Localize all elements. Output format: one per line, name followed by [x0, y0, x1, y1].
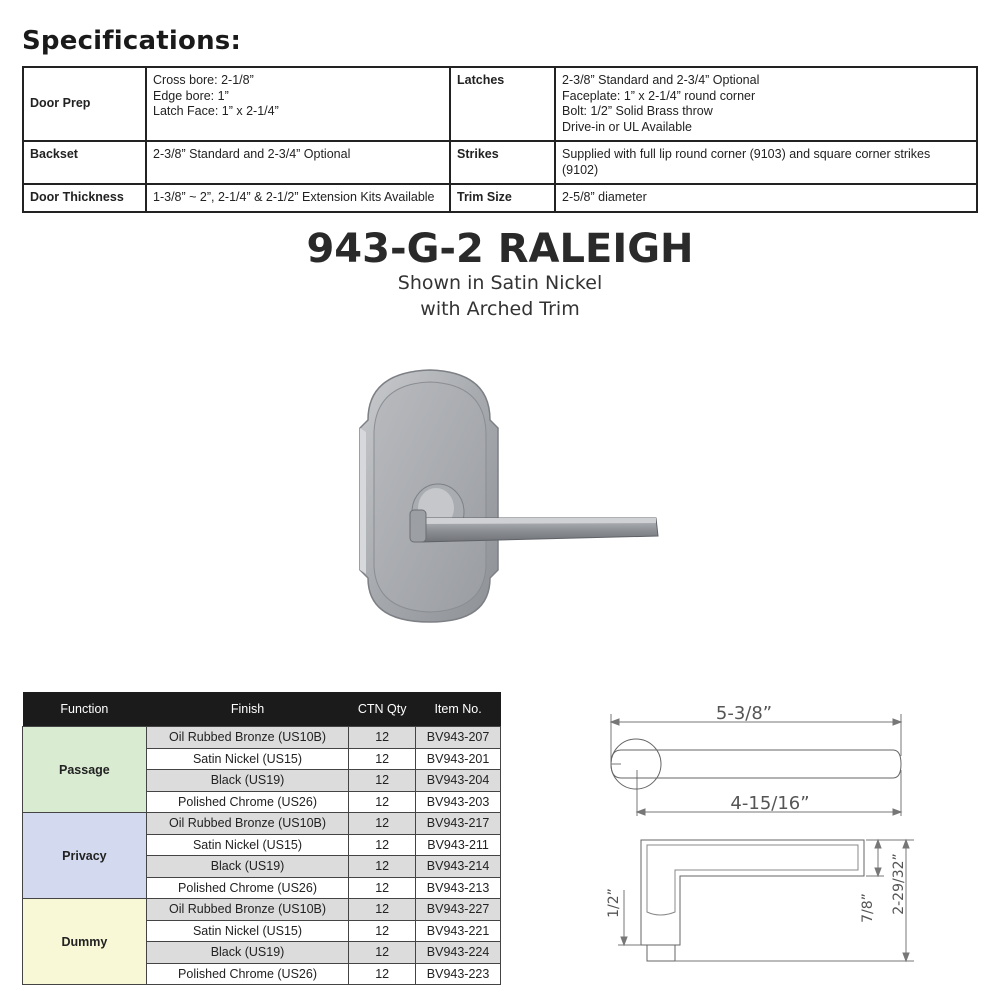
finish-cell: Oil Rubbed Bronze (US10B) — [146, 813, 349, 835]
item-cell: BV943-213 — [416, 877, 501, 899]
qty-cell: 12 — [349, 920, 416, 942]
qty-cell: 12 — [349, 770, 416, 792]
item-cell: BV943-203 — [416, 791, 501, 813]
specifications-heading: Specifications: — [22, 26, 242, 56]
qty-cell: 12 — [349, 877, 416, 899]
door-prep-value: Cross bore: 2-1/8” Edge bore: 1” Latch Face: 1” x 2-1/4” — [146, 67, 450, 141]
item-no-header: Item No. — [416, 692, 501, 727]
backset-value: 2-3/8” Standard and 2-3/4” Optional — [146, 141, 450, 184]
item-cell: BV943-217 — [416, 813, 501, 835]
finish-cell: Satin Nickel (US15) — [146, 920, 349, 942]
product-name: 943-G-2 RALEIGH — [306, 226, 694, 272]
latches-value: 2-3/8” Standard and 2-3/4” Optional Faceplate: 1” x 2-1/4” round corner Bolt: 1/2” Solid Brass throw Drive-in or UL Available — [555, 67, 977, 141]
qty-cell: 12 — [349, 813, 416, 835]
backset-label: Backset — [23, 141, 146, 184]
finish-table — [22, 692, 501, 985]
qty-cell: 12 — [349, 856, 416, 878]
qty-cell: 12 — [349, 963, 416, 985]
latches-label: Latches — [450, 67, 555, 141]
strikes-value: Supplied with full lip round corner (9103) and square corner strikes (9102) — [555, 141, 977, 184]
function-dummy: Dummy — [23, 899, 147, 985]
total-projection-label: 2-29/32” — [891, 853, 907, 915]
finish-cell: Polished Chrome (US26) — [146, 791, 349, 813]
item-cell: BV943-227 — [416, 899, 501, 921]
item-cell: BV943-224 — [416, 942, 501, 964]
finish-cell: Black (US19) — [146, 770, 349, 792]
specifications-table — [22, 66, 978, 213]
product-subtitle-trim: with Arched Trim — [420, 298, 580, 320]
finish-header: Finish — [146, 692, 349, 727]
table-row — [23, 727, 501, 749]
door-thickness-value: 1-3/8” ~ 2”, 2-1/4” & 2-1/2” Extension Kits Available — [146, 184, 450, 212]
finish-cell: Polished Chrome (US26) — [146, 877, 349, 899]
overall-length-label: 5-3/8” — [715, 703, 773, 724]
item-cell: BV943-214 — [416, 856, 501, 878]
item-cell: BV943-201 — [416, 748, 501, 770]
finish-cell: Satin Nickel (US15) — [146, 748, 349, 770]
door-prep-label: Door Prep — [23, 67, 146, 141]
item-cell: BV943-211 — [416, 834, 501, 856]
qty-cell: 12 — [349, 899, 416, 921]
table-row — [23, 813, 501, 835]
product-subtitle-finish: Shown in Satin Nickel — [397, 272, 603, 294]
strikes-label: Strikes — [450, 141, 555, 184]
function-privacy: Privacy — [23, 813, 147, 899]
rose-projection-label: 1/2” — [606, 888, 622, 918]
item-cell: BV943-207 — [416, 727, 501, 749]
door-thickness-label: Door Thickness — [23, 184, 146, 212]
dimension-diagram — [600, 695, 930, 970]
qty-cell: 12 — [349, 791, 416, 813]
finish-cell: Oil Rubbed Bronze (US10B) — [146, 899, 349, 921]
function-passage: Passage — [23, 727, 147, 813]
finish-cell: Oil Rubbed Bronze (US10B) — [146, 727, 349, 749]
item-cell: BV943-204 — [416, 770, 501, 792]
finish-cell: Polished Chrome (US26) — [146, 963, 349, 985]
qty-cell: 12 — [349, 834, 416, 856]
finish-cell: Black (US19) — [146, 856, 349, 878]
qty-cell: 12 — [349, 727, 416, 749]
finish-cell: Black (US19) — [146, 942, 349, 964]
function-header: Function — [23, 692, 147, 727]
finish-cell: Satin Nickel (US15) — [146, 834, 349, 856]
trim-size-value: 2-5/8” diameter — [555, 184, 977, 212]
lever-length-label: 4-15/16” — [730, 793, 810, 814]
lever-product-image — [340, 360, 670, 630]
ctn-qty-header: CTN Qty — [349, 692, 416, 727]
table-row — [23, 899, 501, 921]
qty-cell: 12 — [349, 748, 416, 770]
lever-height-label: 7/8” — [860, 893, 876, 923]
qty-cell: 12 — [349, 942, 416, 964]
trim-size-label: Trim Size — [450, 184, 555, 212]
item-cell: BV943-223 — [416, 963, 501, 985]
item-cell: BV943-221 — [416, 920, 501, 942]
